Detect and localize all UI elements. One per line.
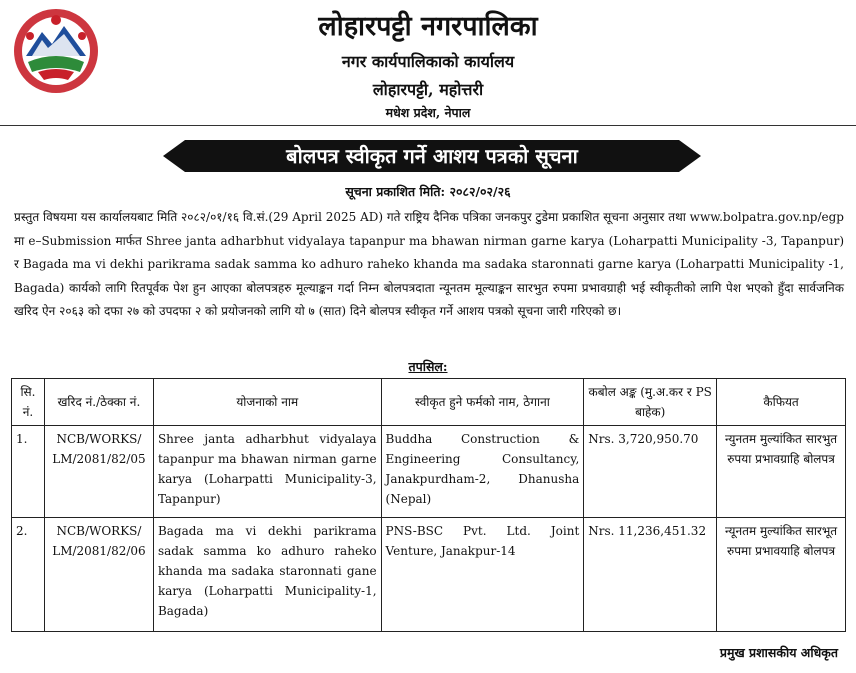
bid-table [11, 378, 846, 632]
signatory-title: प्रमुख प्रशासकीय अधिकृत [719, 645, 838, 660]
cell-project: Bagada ma vi dekhi parikrama sadak samma ko adhuro raheko khanda ma sadaka staronnati gane karya (Loharpatti Municipality-1, Bagada) [153, 518, 381, 632]
header-remarks: कैफियत [717, 379, 846, 426]
office-province: मधेश प्रदेश, नेपाल [385, 105, 471, 120]
cell-firm: PNS-BSC Pvt. Ltd. Joint Venture, Janakpur-14 [381, 518, 584, 632]
header-amount: कबोल अङ्क (मु.अ.कर र PS बाहेक) [584, 379, 717, 426]
cell-sn: 1. [12, 426, 45, 518]
office-location: लोहारपट्टी, महोत्तरी [372, 80, 484, 99]
header-sn: सि. नं. [12, 379, 45, 426]
cell-contract: NCB/WORKS/ LM/2081/82/06 [44, 518, 153, 632]
notice-paragraph: प्रस्तुत विषयमा यस कार्यालयबाट मिति २०८२/०१/१६ वि.सं.(29 April 2025 AD) गते राष्ट्रिय दैनिक पत्रिका जनकपुर टुडेमा प्रकाशित सूचना अनुसार तथा www.bolpatra.gov.np/egp मा e–Submission मार्फत Shree janta adharbhut vidyalaya tapanpur ma bhawan nirman garne karya (Loharpatti Municipality -3, Tapanpur) र Bagada ma vi dekhi parikrama sadak samma ko adhuro raheko khanda ma sadaka staronnati garne karya (Loharpatti Municipality -1, Bagada) कार्यको लागि रितपूर्वक पेश हुन आएका बोलपत्रहरु मूल्याङ्कन गर्दा निम्न बोलपत्रदाता न्यूनतम मूल्याङ्कन सारभुत रुपमा प्रभावग्राही भई स्वीकृतीको लागि पेश भएको हुँदा सार्वजनिक खरिद ऐन २०६३ को दफा २७ को उपदफा २ को प्रयोजनको लागि यो ७ (सात) दिने बोलपत्र स्वीकृत गर्ने आशय पत्रको सूचना जारी गरिएको छ। [14, 210, 844, 318]
banner-title: बोलपत्र स्वीकृत गर्ने आशय पत्रको सूचना [286, 144, 578, 168]
cell-amount: Nrs. 3,720,950.70 [584, 426, 717, 518]
municipality-title: लोहारपट्टी नगरपालिका [318, 11, 538, 42]
notice-banner [163, 138, 701, 174]
cell-project: Shree janta adharbhut vidyalaya tapanpur ma bhawan nirman garne karya (Loharpatti Municipality-3, Tapanpur) [153, 426, 381, 518]
table-row [12, 426, 846, 518]
table-row [12, 518, 846, 632]
header-contract: खरिद नं./ठेक्का नं. [44, 379, 153, 426]
header-firm: स्वीकृत हुने फर्मको नाम, ठेगाना [381, 379, 584, 426]
table-header-row [12, 379, 846, 426]
header-divider [0, 125, 856, 126]
cell-remarks: न्युनतम मुल्यांकित सारभुत रुपया प्रभावग्राहि बोलपत्र [717, 426, 846, 518]
tapasil-heading: तपसिल: [408, 359, 448, 374]
office-subtitle: नगर कार्यपालिकाको कार्यालय [341, 52, 515, 71]
cell-contract: NCB/WORKS/ LM/2081/82/05 [44, 426, 153, 518]
notice-body [14, 206, 844, 324]
published-date: सूचना प्रकाशित मिति: २०८२/०२/२६ [345, 184, 511, 199]
cell-sn: 2. [12, 518, 45, 632]
cell-firm: Buddha Construction & Engineering Consultancy, Janakpurdham-2, Dhanusha (Nepal) [381, 426, 584, 518]
header-project: योजनाको नाम [153, 379, 381, 426]
cell-amount: Nrs. 11,236,451.32 [584, 518, 717, 632]
cell-remarks: न्यूनतम मुल्यांकित सारभूत रुपमा प्रभावयाहि बोलपत्र [717, 518, 846, 632]
